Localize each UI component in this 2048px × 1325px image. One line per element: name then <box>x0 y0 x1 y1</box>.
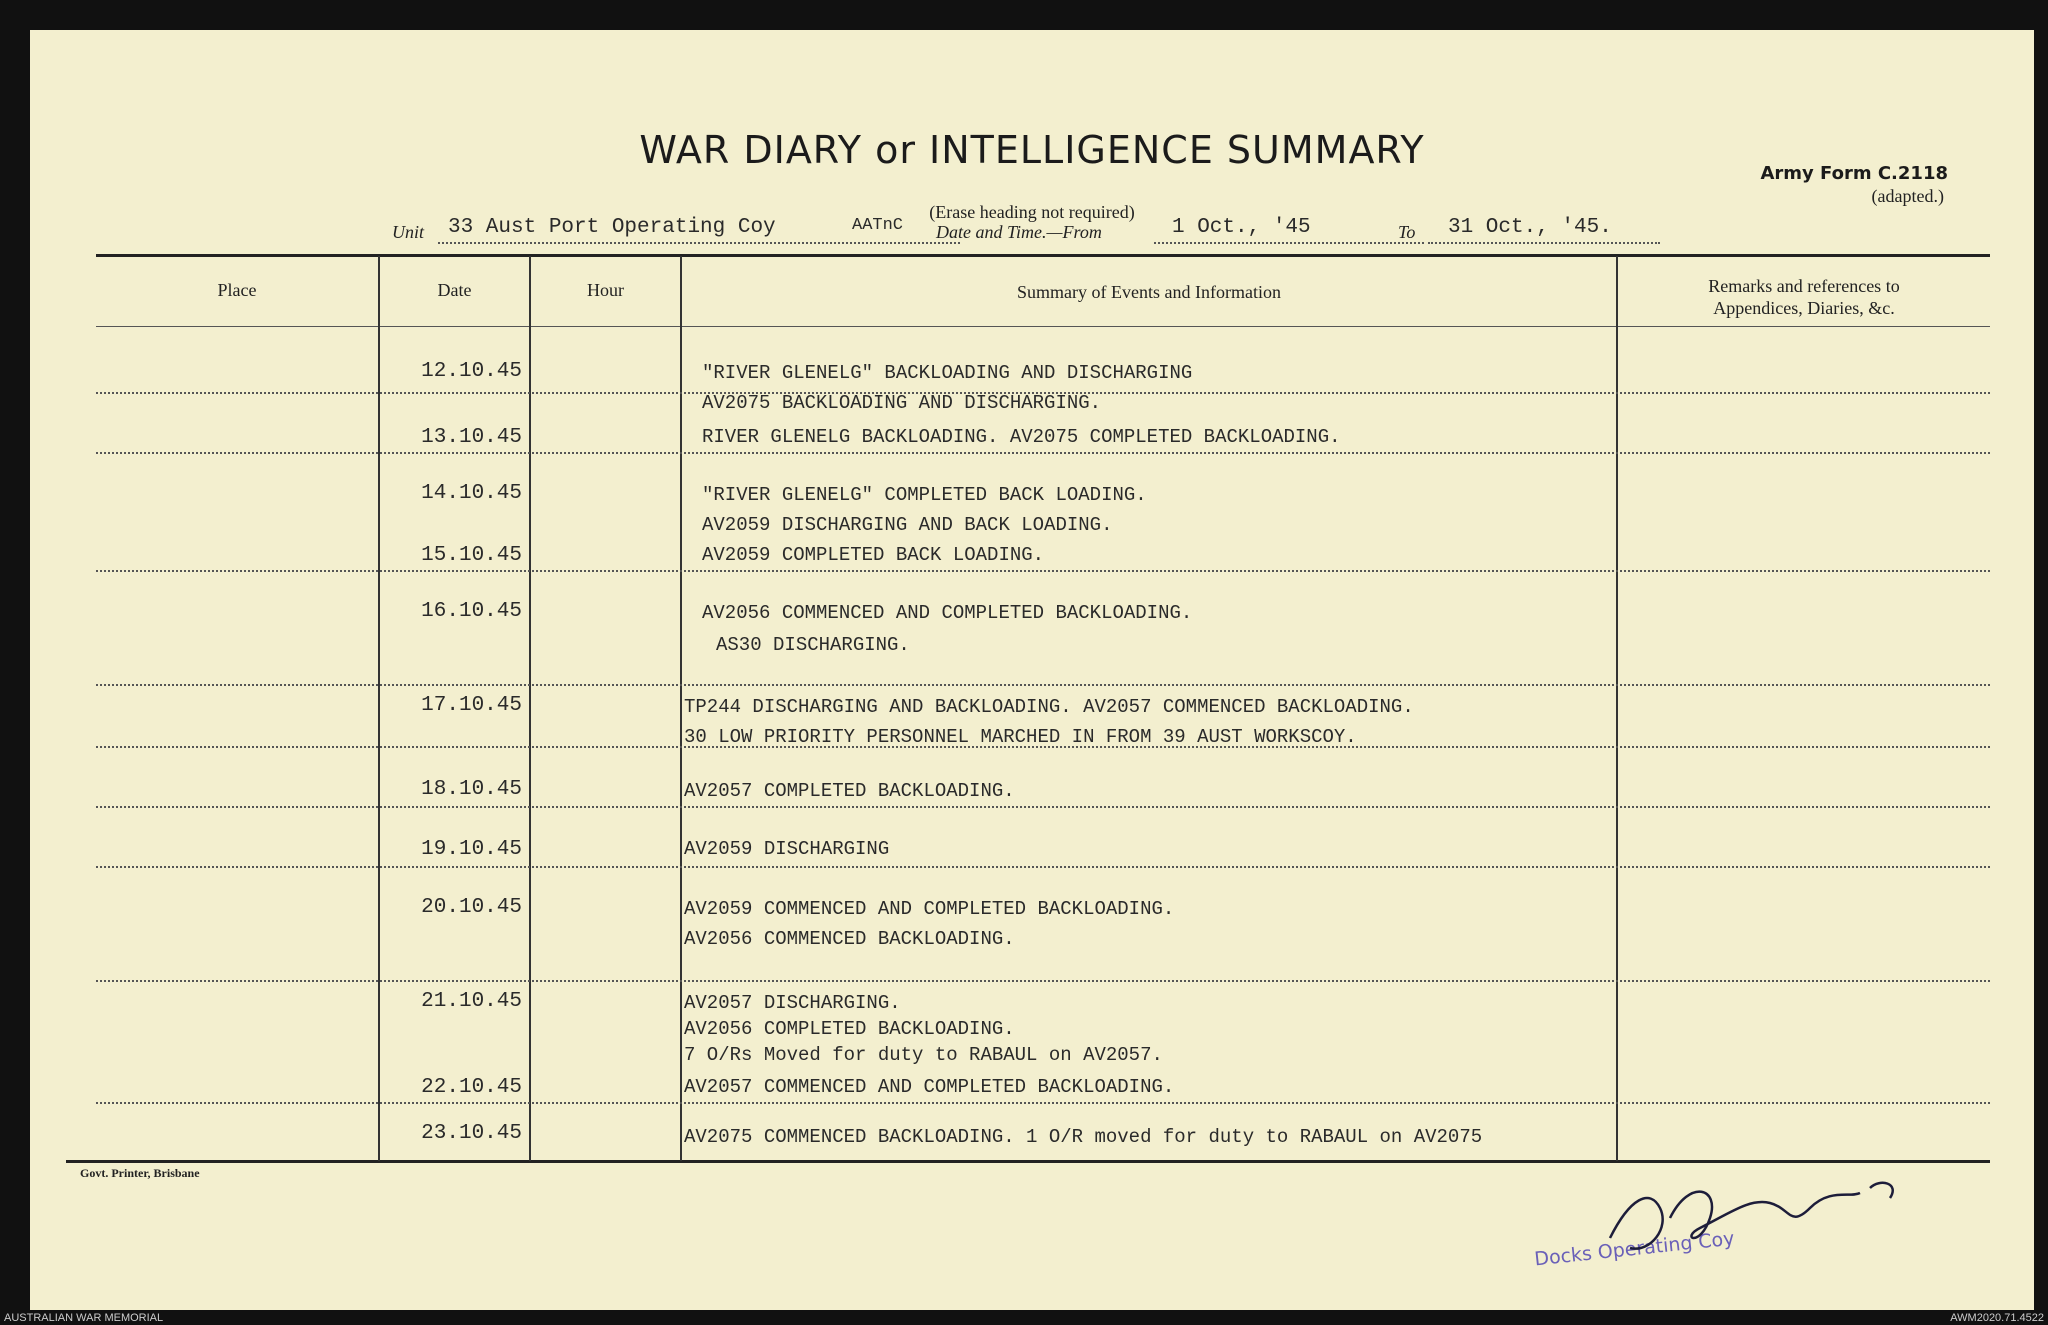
header-hour: Hour <box>587 280 624 300</box>
entry-line: AV2056 COMMENCED BACKLOADING. <box>684 928 1015 950</box>
header-remarks-line2: Appendices, Diaries, &c. <box>1713 298 1895 318</box>
entry-date: 16.10.45 <box>421 600 522 623</box>
entry-line: AV2059 DISCHARGING AND BACK LOADING. <box>702 514 1113 536</box>
entry-line: AV2075 BACKLOADING AND DISCHARGING. <box>702 392 1102 414</box>
to-underline <box>1428 242 1660 244</box>
entry-date: 23.10.45 <box>421 1122 522 1145</box>
table-top-rule <box>96 254 1990 257</box>
army-form-label: Army Form C.2118 <box>1760 163 1948 184</box>
entry-date: 18.10.45 <box>421 778 522 801</box>
entry-date: 15.10.45 <box>421 544 522 567</box>
printer-imprint: Govt. Printer, Brisbane <box>80 1166 200 1180</box>
entry-line: 30 LOW PRIORITY PERSONNEL MARCHED IN FROM 39 AUST WORKSCOY. <box>684 726 1357 748</box>
entry-line: AV2075 COMMENCED BACKLOADING. 1 O/R moved for duty to RABAUL on AV2075 <box>684 1126 1483 1148</box>
from-date-value: 1 Oct., '45 <box>1172 216 1311 239</box>
entry-date: 22.10.45 <box>421 1076 522 1099</box>
header-remarks-line1: Remarks and references to <box>1708 276 1900 296</box>
entry-line: "RIVER GLENELG" BACKLOADING AND DISCHARGING <box>702 362 1193 384</box>
entry-line: RIVER GLENELG BACKLOADING. AV2075 COMPLETED BACKLOADING. <box>702 426 1341 448</box>
row-rule <box>96 806 1990 808</box>
entry-date: 14.10.45 <box>421 482 522 505</box>
entry-line: AV2059 COMPLETED BACK LOADING. <box>702 544 1045 566</box>
to-label: To <box>1398 222 1416 242</box>
entry-line: TP244 DISCHARGING AND BACKLOADING. AV2057 COMMENCED BACKLOADING. <box>684 696 1414 718</box>
adapted-label: (adapted.) <box>1871 186 1944 206</box>
page-title: WAR DIARY or INTELLIGENCE SUMMARY <box>639 128 1425 172</box>
entry-line: 7 O/Rs Moved for duty to RABAUL on AV2057. <box>684 1044 1163 1066</box>
entry-line: AV2059 COMMENCED AND COMPLETED BACKLOADING. <box>684 898 1175 920</box>
row-rule <box>96 570 1990 572</box>
entry-line: AV2056 COMPLETED BACKLOADING. <box>684 1018 1015 1040</box>
entry-line: AV2057 DISCHARGING. <box>684 992 901 1014</box>
date-time-label: Date and Time.—From <box>936 222 1102 242</box>
entry-date: 17.10.45 <box>421 694 522 717</box>
entry-line: AV2057 COMMENCED AND COMPLETED BACKLOADING. <box>684 1076 1175 1098</box>
row-rule <box>96 980 1990 982</box>
entry-date: 20.10.45 <box>421 896 522 919</box>
entry-date: 12.10.45 <box>421 360 522 383</box>
diary-sheet <box>30 30 2034 1310</box>
header-date: Date <box>437 280 472 300</box>
entry-line: AS30 DISCHARGING. <box>716 634 910 656</box>
entry-date: 19.10.45 <box>421 838 522 861</box>
row-rule <box>96 684 1990 686</box>
unit-underline <box>438 242 960 244</box>
entry-date: 21.10.45 <box>421 990 522 1013</box>
footer-left: AUSTRALIAN WAR MEMORIAL <box>4 1312 164 1324</box>
unit-value: 33 Aust Port Operating Coy <box>448 216 776 239</box>
header-summary: Summary of Events and Information <box>1017 282 1281 302</box>
unit-suffix: AATnC <box>852 216 904 235</box>
to-date-value: 31 Oct., '45. <box>1448 216 1612 239</box>
entry-line: AV2056 COMMENCED AND COMPLETED BACKLOADING. <box>702 602 1193 624</box>
entry-line: AV2057 COMPLETED BACKLOADING. <box>684 780 1015 802</box>
header-place: Place <box>217 280 257 300</box>
row-rule <box>96 1102 1990 1104</box>
from-underline <box>1154 242 1424 244</box>
unit-label: Unit <box>392 222 425 242</box>
entry-date: 13.10.45 <box>421 426 522 449</box>
footer-right: AWM2020.71.4522 <box>1950 1312 2044 1324</box>
unit-stamp: Docks Operating Coy <box>1533 1227 1736 1271</box>
signature <box>1590 1158 1930 1268</box>
entry-line: "RIVER GLENELG" COMPLETED BACK LOADING. <box>702 484 1147 506</box>
page-subtitle: (Erase heading not required) <box>929 202 1135 222</box>
header-bottom-rule <box>96 326 1990 327</box>
row-rule <box>96 452 1990 454</box>
entry-line: AV2059 DISCHARGING <box>684 838 890 860</box>
row-rule <box>96 866 1990 868</box>
